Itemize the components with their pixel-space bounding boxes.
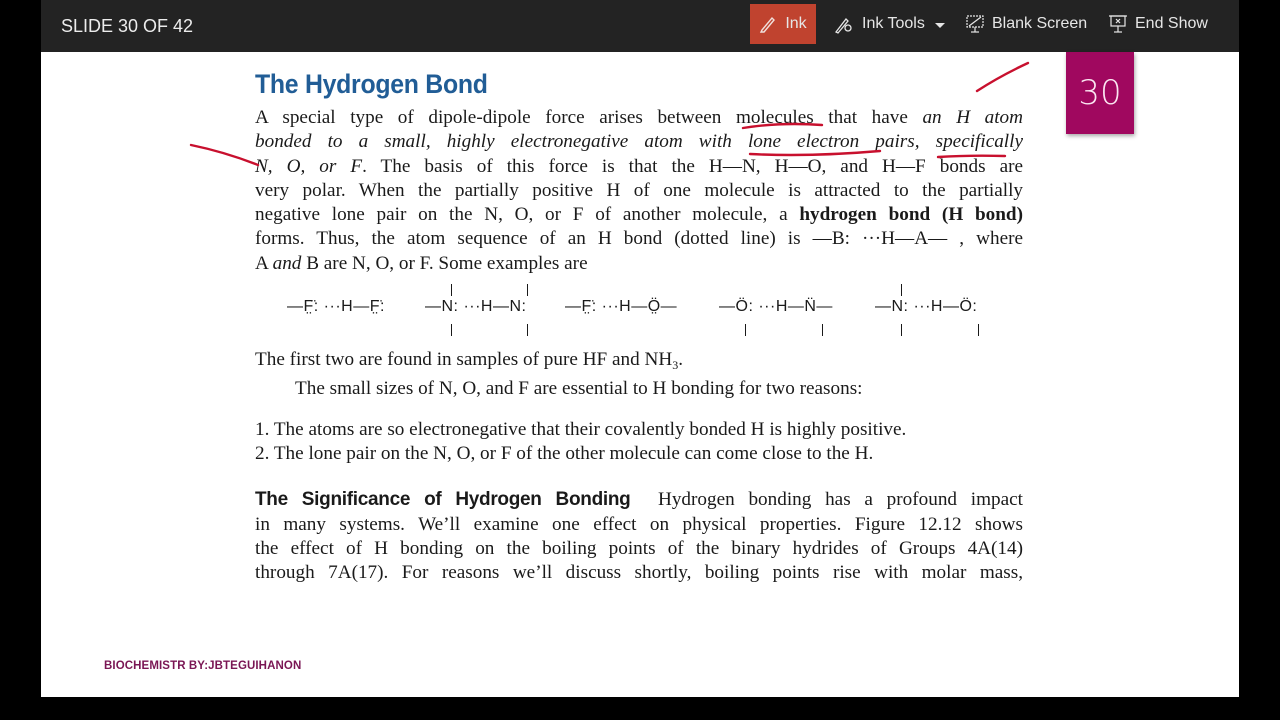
footer-credit: BIOCHEMISTR BY:JBTEGUIHANON: [104, 660, 302, 672]
bond-line: [527, 284, 528, 296]
end-show-button[interactable]: [1109, 4, 1208, 44]
blank-screen-label: Blank Screen: [992, 15, 1088, 32]
text-run: A special type of dipole-dipole force arises between molecules that have: [255, 107, 923, 128]
bond-line: [822, 324, 823, 336]
example-o-hn: —Ö: ···H—N̈—: [719, 298, 833, 316]
text-run: negative lone pair on the N, O, or F of another molecule, a: [255, 204, 800, 226]
presenter-toolbar: [41, 0, 1239, 52]
paragraph-examples-note: [255, 348, 1023, 402]
text-run: very polar. When the partially positive H of one molecule is attracted to the partially: [255, 179, 1023, 201]
bond-line: [901, 284, 902, 296]
page-title: The Hydrogen Bond: [255, 69, 488, 99]
text-run: through 7A(17). For reasons we’ll discuss shortly, boiling points rise with molar mass,: [255, 562, 1023, 584]
slide-canvas: [41, 52, 1239, 697]
text-run: .: [678, 349, 684, 371]
ink-tools-button[interactable]: [834, 4, 945, 44]
pen-icon: [759, 15, 777, 33]
paragraph-significance: [255, 488, 1023, 585]
text-run-italic: bonded to a small, highly electronegative atom with lone electron pairs, specifically: [255, 131, 1023, 153]
chevron-down-icon: [935, 23, 945, 28]
example-hf-hf: —F̤̈: ···H—F̤̈:: [287, 298, 385, 316]
text-run-italic: N, O, or F: [255, 155, 363, 177]
text-run: in many systems. We’ll examine one effect on physical properties. Figure 12.12 shows: [255, 513, 1023, 535]
hbond-examples: [255, 284, 1023, 346]
section-heading: The Significance of Hydrogen Bonding: [255, 489, 631, 511]
text-run: B are N, O, or F. Some examples are: [301, 252, 588, 274]
text-run: . The basis of this force is that the H—N, H—O, and H—F bonds are: [362, 155, 1024, 177]
text-run-italic: and: [272, 252, 302, 274]
text-run-italic: an H atom: [922, 107, 1023, 128]
blank-screen-button[interactable]: [966, 4, 1087, 44]
ink-tools-icon: [834, 14, 854, 34]
text-run: The first two are found in samples of pure HF and NH: [255, 349, 673, 371]
text-run: forms. Thus, the atom sequence of an H bond (dotted line) is —B: ···H—A— , where: [255, 228, 1023, 250]
bond-line: [451, 324, 452, 336]
end-show-label: End Show: [1135, 15, 1208, 32]
ink-button[interactable]: [750, 4, 816, 44]
subscript: 3: [672, 358, 679, 373]
example-hf-oh: —F̤̈: ···H—Ö̤—: [565, 298, 678, 316]
end-show-icon: [1109, 14, 1127, 34]
bond-line: [527, 324, 528, 336]
slide-content: [255, 68, 1023, 585]
bond-line: [901, 324, 902, 336]
list-item: 1. The atoms are so electronegative that their covalently bonded H is highly positive.: [255, 418, 907, 440]
text-run: The small sizes of N, O, and F are essential to H bonding for two reasons:: [295, 378, 863, 400]
bond-line: [451, 284, 452, 296]
text-run: the effect of H bonding on the boiling points of the binary hydrides of Groups 4A(14): [255, 537, 1023, 559]
text-run: Hydrogen bonding has a profound impact: [657, 489, 1023, 511]
example-nh-nh: —N: ···H—N:: [425, 298, 527, 316]
text-run: A: [255, 252, 273, 274]
example-n-ho: —N: ···H—Ö:: [875, 298, 978, 316]
ink-tools-label: Ink Tools: [862, 15, 925, 32]
blank-screen-icon: [966, 14, 984, 34]
slide-number-badge: 30: [1066, 52, 1134, 134]
ink-label: Ink: [785, 15, 807, 32]
bond-line: [745, 324, 746, 336]
list-item: 2. The lone pair on the N, O, or F of the other molecule can come close to the H.: [255, 442, 874, 464]
text-run-bold: hydrogen bond (H bond): [799, 204, 1023, 226]
bond-line: [978, 324, 979, 336]
presenter-frame: [41, 0, 1239, 697]
slide-counter: SLIDE 30 OF 42: [61, 16, 194, 36]
paragraph-intro: [255, 106, 1023, 276]
reasons-list: [255, 418, 1023, 467]
